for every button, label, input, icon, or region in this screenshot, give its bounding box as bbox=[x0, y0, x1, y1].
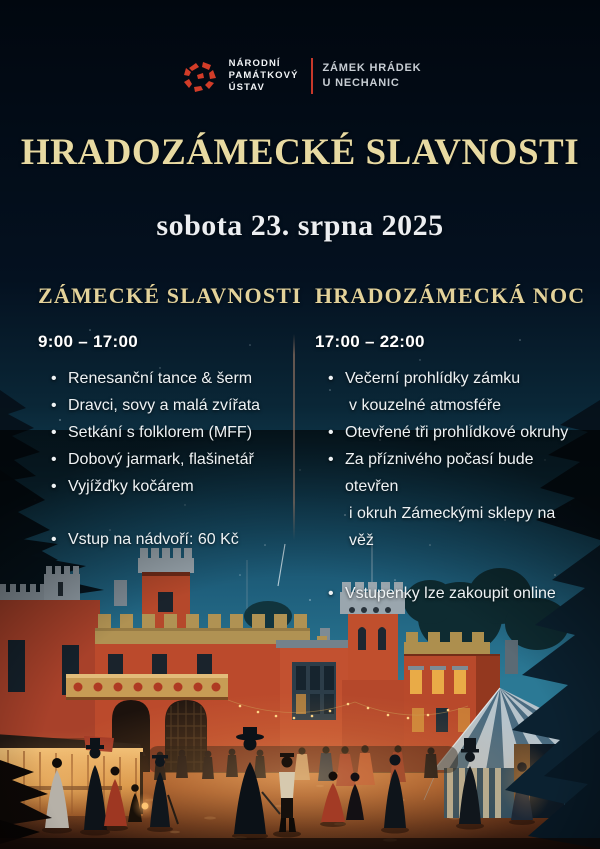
bullet-icon: • bbox=[328, 424, 334, 441]
event-date: sobota 23. srpna 2025 bbox=[156, 209, 444, 242]
list-item: • Renesanční tance & šerm bbox=[51, 365, 288, 392]
npu-line-3: ÚSTAV bbox=[228, 82, 265, 93]
logo-lockup bbox=[0, 56, 600, 96]
list-item: • Otevřené tři prohlídkové okruhy bbox=[328, 419, 571, 446]
night-program-time: 17:00 – 22:00 bbox=[315, 332, 425, 351]
bullet-icon: • bbox=[51, 370, 57, 387]
list-item: • Vyjížďky kočárem bbox=[51, 473, 288, 500]
list-item: • Večerní prohlídky zámku bbox=[328, 365, 571, 392]
list-item: • Dobový jarmark, flašinetář bbox=[51, 446, 288, 473]
list-item-continuation: v kouzelné atmosféře bbox=[349, 397, 502, 414]
bullet-icon: • bbox=[51, 531, 57, 548]
night-program-heading: HRADOZÁMECKÁ NOC bbox=[315, 283, 586, 308]
night-program-column bbox=[315, 283, 586, 607]
npu-line-2: PAMÁTKOVÝ bbox=[228, 70, 299, 81]
page-title: HRADOZÁMECKÉ SLAVNOSTI bbox=[20, 132, 580, 173]
venue-wordmark bbox=[323, 61, 422, 91]
bullet-icon: • bbox=[51, 424, 57, 441]
npu-logo-icon bbox=[179, 56, 221, 96]
bullet-icon: • bbox=[328, 585, 334, 602]
list-item: • Za příznivého počasí bude otevřen bbox=[328, 446, 571, 500]
list-item-continuation: i okruh Zámeckými sklepy na věž bbox=[349, 505, 556, 549]
bullet-icon: • bbox=[51, 397, 57, 414]
night-program-list bbox=[315, 365, 571, 554]
list-item: • Dravci, sovy a malá zvířata bbox=[51, 392, 288, 419]
bullet-icon: • bbox=[328, 451, 334, 468]
list-item: • Setkání s folklorem (MFF) bbox=[51, 419, 288, 446]
logo-divider bbox=[311, 58, 313, 94]
day-program-list bbox=[38, 365, 288, 500]
bullet-icon: • bbox=[51, 451, 57, 468]
venue-line-2: U NECHANIC bbox=[322, 77, 400, 89]
npu-wordmark bbox=[229, 58, 299, 94]
tickets-note: • Vstupenky lze zakoupit online bbox=[315, 580, 571, 607]
day-program-heading: ZÁMECKÉ SLAVNOSTI bbox=[38, 283, 302, 308]
column-divider bbox=[293, 334, 295, 540]
npu-line-1: NÁRODNÍ bbox=[228, 58, 281, 69]
admission-note: • Vstup na nádvoří: 60 Kč bbox=[38, 526, 288, 553]
bullet-icon: • bbox=[328, 370, 334, 387]
day-program-column bbox=[38, 283, 302, 553]
venue-line-1: ZÁMEK HRÁDEK bbox=[322, 62, 422, 74]
bullet-icon: • bbox=[51, 478, 57, 495]
day-program-time: 9:00 – 17:00 bbox=[38, 332, 139, 351]
